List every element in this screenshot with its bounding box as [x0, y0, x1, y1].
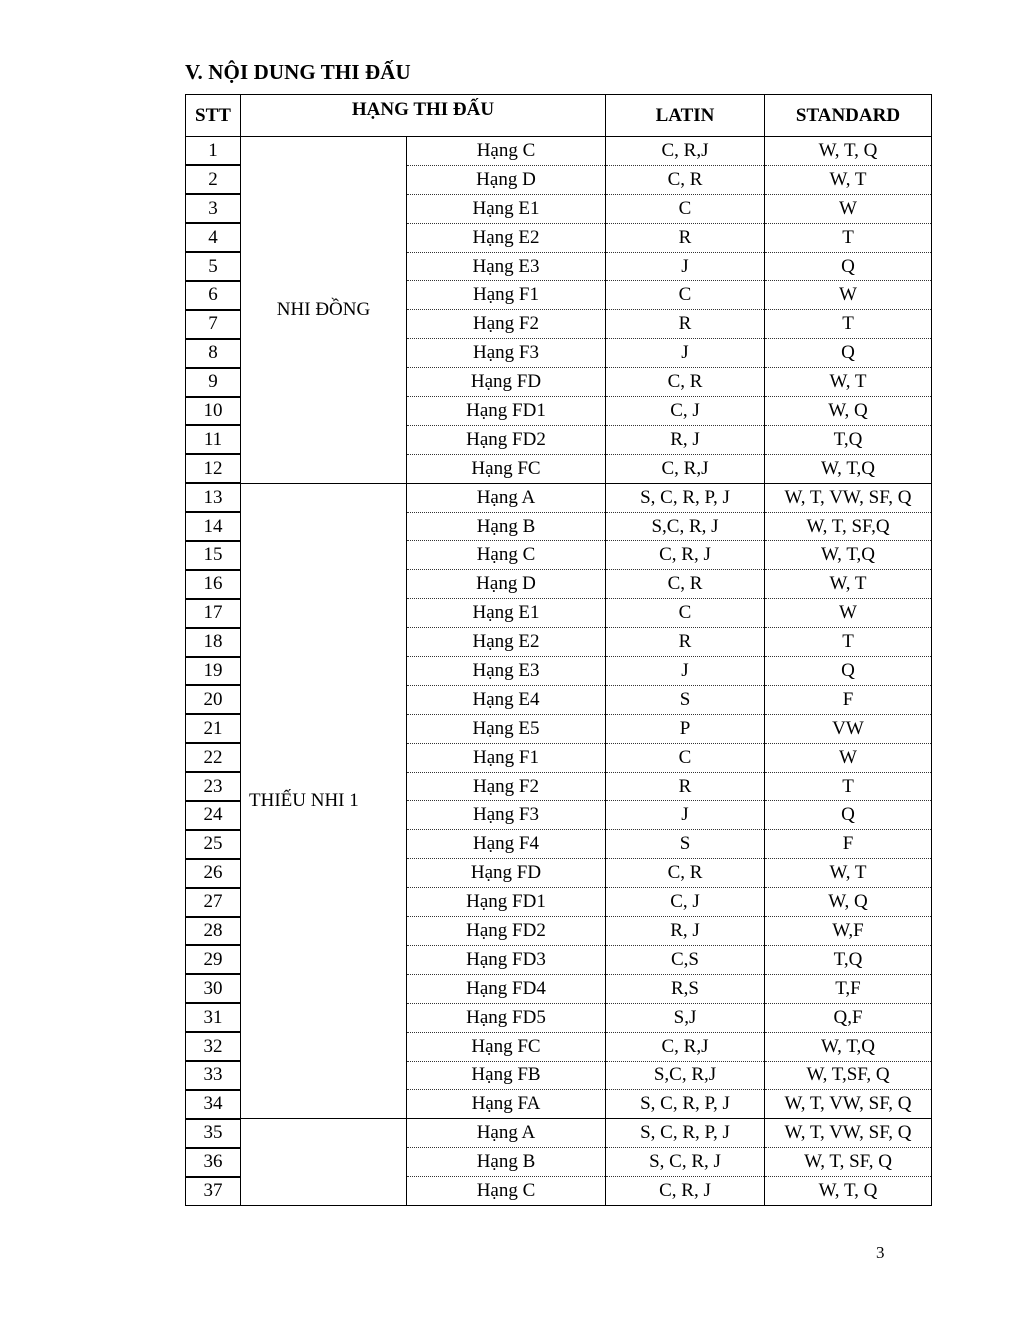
row-stt: 21 [186, 714, 241, 743]
row-latin: S [606, 685, 765, 714]
row-latin: C, R, J [606, 541, 765, 570]
row-standard: Q [765, 657, 932, 686]
row-stt: 26 [186, 859, 241, 888]
row-latin: C [606, 599, 765, 628]
row-latin: R [606, 223, 765, 252]
row-stt: 11 [186, 425, 241, 454]
row-standard: W, T, Q [765, 137, 932, 166]
row-standard: W [765, 743, 932, 772]
row-class: Hạng FD [407, 859, 606, 888]
table-row [186, 137, 932, 166]
row-latin: C, R,J [606, 1032, 765, 1061]
row-latin: J [606, 339, 765, 368]
row-class: Hạng FD [407, 368, 606, 397]
row-stt: 29 [186, 945, 241, 974]
row-standard: W, T,Q [765, 1032, 932, 1061]
competition-table [185, 94, 932, 1206]
row-latin: S, C, R, J [606, 1148, 765, 1177]
row-standard: W [765, 194, 932, 223]
row-standard: T,Q [765, 945, 932, 974]
row-class: Hạng B [407, 1148, 606, 1177]
row-standard: Q [765, 252, 932, 281]
row-standard: W, T, SF,Q [765, 512, 932, 541]
row-stt: 30 [186, 974, 241, 1003]
row-latin: C, R [606, 165, 765, 194]
row-class: Hạng E3 [407, 657, 606, 686]
row-latin: S, C, R, P, J [606, 1090, 765, 1119]
row-class: Hạng E1 [407, 194, 606, 223]
row-class: Hạng E4 [407, 685, 606, 714]
row-standard: W, Q [765, 888, 932, 917]
row-class: Hạng FD2 [407, 917, 606, 946]
row-standard: T,Q [765, 425, 932, 454]
row-class: Hạng FD1 [407, 397, 606, 426]
row-class: Hạng A [407, 483, 606, 512]
row-class: Hạng D [407, 165, 606, 194]
row-standard: T [765, 772, 932, 801]
row-stt: 23 [186, 772, 241, 801]
row-stt: 37 [186, 1177, 241, 1206]
row-standard: W [765, 281, 932, 310]
row-stt: 33 [186, 1061, 241, 1090]
row-class: Hạng C [407, 1177, 606, 1206]
row-stt: 3 [186, 194, 241, 223]
row-class: Hạng FA [407, 1090, 606, 1119]
row-latin: S, C, R, P, J [606, 1119, 765, 1148]
row-stt: 1 [186, 137, 241, 166]
row-latin: C [606, 743, 765, 772]
row-class: Hạng FD5 [407, 1003, 606, 1032]
row-stt: 36 [186, 1148, 241, 1177]
row-latin: C,S [606, 945, 765, 974]
row-latin: C [606, 281, 765, 310]
row-standard: W, T,Q [765, 454, 932, 483]
row-latin: C, R [606, 859, 765, 888]
row-latin: S,C, R,J [606, 1061, 765, 1090]
table-row [186, 1119, 932, 1148]
row-latin: P [606, 714, 765, 743]
row-latin: C [606, 194, 765, 223]
row-class: Hạng E3 [407, 252, 606, 281]
row-class: Hạng F3 [407, 339, 606, 368]
row-class: Hạng FD4 [407, 974, 606, 1003]
row-stt: 31 [186, 1003, 241, 1032]
row-class: Hạng FD1 [407, 888, 606, 917]
row-class: Hạng E2 [407, 223, 606, 252]
table-row [186, 483, 932, 512]
row-stt: 20 [186, 685, 241, 714]
group-name: NHI ĐỒNG [241, 137, 407, 484]
row-class: Hạng FC [407, 454, 606, 483]
row-latin: J [606, 801, 765, 830]
row-latin: C, R,J [606, 137, 765, 166]
row-standard: W, T [765, 570, 932, 599]
group-name [241, 1119, 407, 1206]
row-stt: 15 [186, 541, 241, 570]
row-standard: W, T, VW, SF, Q [765, 1090, 932, 1119]
row-class: Hạng F2 [407, 310, 606, 339]
row-class: Hạng F3 [407, 801, 606, 830]
header-standard: STANDARD [765, 95, 932, 137]
row-standard: W, T [765, 368, 932, 397]
row-standard: F [765, 830, 932, 859]
row-class: Hạng FD3 [407, 945, 606, 974]
row-standard: W [765, 599, 932, 628]
row-latin: J [606, 657, 765, 686]
row-class: Hạng B [407, 512, 606, 541]
row-latin: J [606, 252, 765, 281]
row-latin: S, C, R, P, J [606, 483, 765, 512]
row-standard: Q [765, 339, 932, 368]
row-stt: 12 [186, 454, 241, 483]
row-stt: 32 [186, 1032, 241, 1061]
row-class: Hạng D [407, 570, 606, 599]
row-standard: W,F [765, 917, 932, 946]
row-stt: 10 [186, 397, 241, 426]
row-stt: 25 [186, 830, 241, 859]
row-latin: S,J [606, 1003, 765, 1032]
table-header-row [186, 95, 932, 137]
row-latin: C, R, J [606, 1177, 765, 1206]
row-latin: S [606, 830, 765, 859]
row-class: Hạng FB [407, 1061, 606, 1090]
row-stt: 28 [186, 917, 241, 946]
row-standard: VW [765, 714, 932, 743]
section-title: V. NỘI DUNG THI ĐẤU [185, 60, 411, 84]
row-stt: 27 [186, 888, 241, 917]
row-stt: 35 [186, 1119, 241, 1148]
row-latin: C, J [606, 888, 765, 917]
row-standard: F [765, 685, 932, 714]
table-body [186, 137, 932, 1206]
row-class: Hạng FC [407, 1032, 606, 1061]
row-class: Hạng C [407, 137, 606, 166]
row-latin: C, R [606, 570, 765, 599]
row-latin: C, R,J [606, 454, 765, 483]
row-standard: W, T [765, 165, 932, 194]
row-standard: W, T [765, 859, 932, 888]
row-standard: T [765, 223, 932, 252]
row-stt: 4 [186, 223, 241, 252]
row-class: Hạng F1 [407, 743, 606, 772]
row-standard: T [765, 628, 932, 657]
group-name: THIẾU NHI 1 [241, 483, 407, 1119]
row-latin: C, R [606, 368, 765, 397]
row-standard: W, T,SF, Q [765, 1061, 932, 1090]
row-standard: Q [765, 801, 932, 830]
row-standard: T [765, 310, 932, 339]
page-number: 3 [876, 1243, 885, 1262]
row-stt: 14 [186, 512, 241, 541]
row-standard: W, T, SF, Q [765, 1148, 932, 1177]
row-stt: 13 [186, 483, 241, 512]
row-standard: Q,F [765, 1003, 932, 1032]
row-stt: 9 [186, 368, 241, 397]
row-latin: R [606, 772, 765, 801]
row-latin: R, J [606, 425, 765, 454]
row-latin: R [606, 310, 765, 339]
row-stt: 19 [186, 657, 241, 686]
row-standard: W, T,Q [765, 541, 932, 570]
row-class: Hạng E5 [407, 714, 606, 743]
row-class: Hạng F1 [407, 281, 606, 310]
row-class: Hạng FD2 [407, 425, 606, 454]
row-class: Hạng C [407, 541, 606, 570]
row-stt: 22 [186, 743, 241, 772]
header-latin: LATIN [606, 95, 765, 137]
row-class: Hạng A [407, 1119, 606, 1148]
row-class: Hạng F4 [407, 830, 606, 859]
row-standard: W, T, Q [765, 1177, 932, 1206]
row-latin: R,S [606, 974, 765, 1003]
row-stt: 16 [186, 570, 241, 599]
header-category: HẠNG THI ĐẤU [241, 95, 606, 137]
row-stt: 17 [186, 599, 241, 628]
row-stt: 2 [186, 165, 241, 194]
row-latin: R [606, 628, 765, 657]
row-stt: 8 [186, 339, 241, 368]
row-stt: 34 [186, 1090, 241, 1119]
row-standard: W, Q [765, 397, 932, 426]
row-class: Hạng E1 [407, 599, 606, 628]
row-latin: S,C, R, J [606, 512, 765, 541]
row-class: Hạng E2 [407, 628, 606, 657]
row-stt: 18 [186, 628, 241, 657]
row-stt: 6 [186, 281, 241, 310]
row-stt: 24 [186, 801, 241, 830]
row-standard: W, T, VW, SF, Q [765, 1119, 932, 1148]
row-stt: 7 [186, 310, 241, 339]
row-class: Hạng F2 [407, 772, 606, 801]
row-standard: T,F [765, 974, 932, 1003]
row-standard: W, T, VW, SF, Q [765, 483, 932, 512]
row-latin: R, J [606, 917, 765, 946]
header-stt: STT [186, 95, 241, 137]
row-latin: C, J [606, 397, 765, 426]
row-stt: 5 [186, 252, 241, 281]
